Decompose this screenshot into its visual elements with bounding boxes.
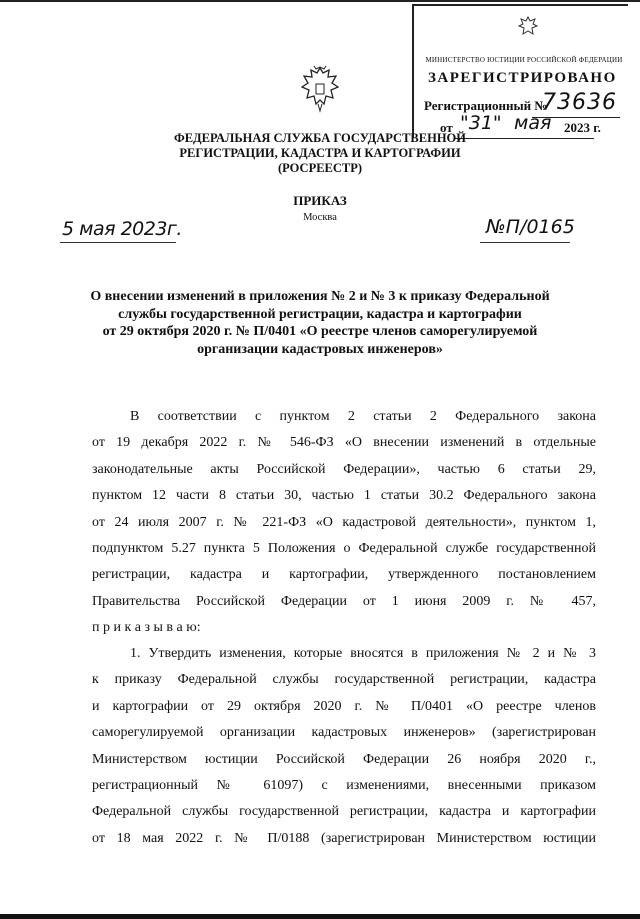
stamp-date-month: мая bbox=[514, 112, 552, 134]
scan-border-top bbox=[0, 0, 640, 2]
number-underline bbox=[480, 242, 570, 243]
document-subject bbox=[70, 288, 570, 358]
scan-border-bottom bbox=[0, 914, 640, 919]
subject-line: организации кадастровых инженеров» bbox=[197, 341, 443, 357]
body-line: п р и к а з ы в а ю: bbox=[92, 620, 201, 636]
body-line: В соответствии с пунктом 2 статьи 2 Федерального закона bbox=[130, 409, 596, 424]
stamp-registered: ЗАРЕГИСТРИРОВАНО bbox=[428, 70, 617, 86]
registration-stamp bbox=[412, 4, 628, 138]
body-line: к приказу Федеральной службы государственной регистрации, кадастра bbox=[92, 672, 596, 688]
stamp-number-label: Регистрационный № bbox=[424, 98, 548, 113]
body-line: пунктом 12 части 8 статьи 30, частью 1 статьи 30.2 Федерального закона bbox=[92, 488, 596, 504]
subject-line: службы государственной регистрации, кадастра и картографии bbox=[118, 306, 522, 322]
stamp-ministry: МИНИСТЕРСТВО ЮСТИЦИИ РОССИЙСКОЙ ФЕДЕРАЦИИ bbox=[425, 56, 623, 64]
agency-line: ФЕДЕРАЛЬНАЯ СЛУЖБА ГОСУДАРСТВЕННОЙ bbox=[173, 131, 466, 145]
handwritten-number: №П/0165 bbox=[486, 216, 575, 238]
paragraph-preamble bbox=[92, 404, 596, 642]
coat-of-arms-icon bbox=[298, 64, 342, 114]
stamp-eagle-icon bbox=[516, 14, 540, 38]
body-line: и картографии от 29 октября 2020 г. № П/0401 «О реестре членов bbox=[92, 698, 596, 714]
city: Москва bbox=[303, 212, 337, 223]
handwritten-date: 5 мая 2023г. bbox=[62, 218, 182, 240]
body-line: от 19 декабря 2022 г. № 546-ФЗ «О внесении изменений в отдельные bbox=[92, 435, 596, 451]
body-line: от 24 июля 2007 г. № 221-ФЗ «О кадастровой деятельности», пунктом 1, bbox=[92, 514, 596, 530]
subject-line: от 29 октября 2020 г. № П/0401 «О реестре членов саморегулируемой bbox=[102, 324, 538, 339]
body-line: 1. Утвердить изменения, которые вносятся в приложения № 2 и № 3 bbox=[130, 646, 596, 661]
paragraph-item-1 bbox=[92, 641, 596, 852]
subject-line: О внесении изменений в приложения № 2 и № 3 к приказу Федеральной bbox=[90, 289, 550, 304]
body-line: Министерством юстиции Российской Федерации 26 ноября 2020 г., bbox=[92, 751, 596, 767]
body-line: регистрационный № 61097) с изменениями, внесенными приказом bbox=[92, 777, 596, 793]
body-line: саморегулируемой организации кадастровых инженеров» (зарегистрирован bbox=[92, 725, 596, 741]
stamp-date-prefix: от bbox=[440, 120, 453, 135]
body-line: Правительства Российской Федерации от 1 июня 2009 г. № 457, bbox=[92, 593, 596, 609]
stamp-date-day: "31" bbox=[460, 112, 502, 134]
body-line: Федеральной службы государственной регистрации, кадастра и картографии bbox=[92, 804, 596, 820]
body-line: подпунктом 5.27 пункта 5 Положения о Федеральной службе государственной bbox=[92, 540, 596, 556]
stamp-date-year: 2023 г. bbox=[564, 120, 601, 135]
body-line: от 18 мая 2022 г. № П/0188 (зарегистрирован Министерством юстиции bbox=[92, 830, 596, 846]
agency-line: РЕГИСТРАЦИИ, КАДАСТРА И КАРТОГРАФИИ bbox=[179, 146, 461, 160]
body-line: законодательные акты Российской Федерации», частью 6 статьи 29, bbox=[92, 461, 596, 477]
date-underline bbox=[60, 242, 176, 243]
agency-name bbox=[140, 131, 500, 176]
stamp-number-value: 73636 bbox=[542, 90, 617, 115]
body-line: регистрации, кадастра и картографии, утвержденного постановлением bbox=[92, 567, 596, 583]
agency-line: (РОСРЕЕСТР) bbox=[277, 161, 363, 175]
document-type: ПРИКАЗ bbox=[293, 193, 347, 208]
